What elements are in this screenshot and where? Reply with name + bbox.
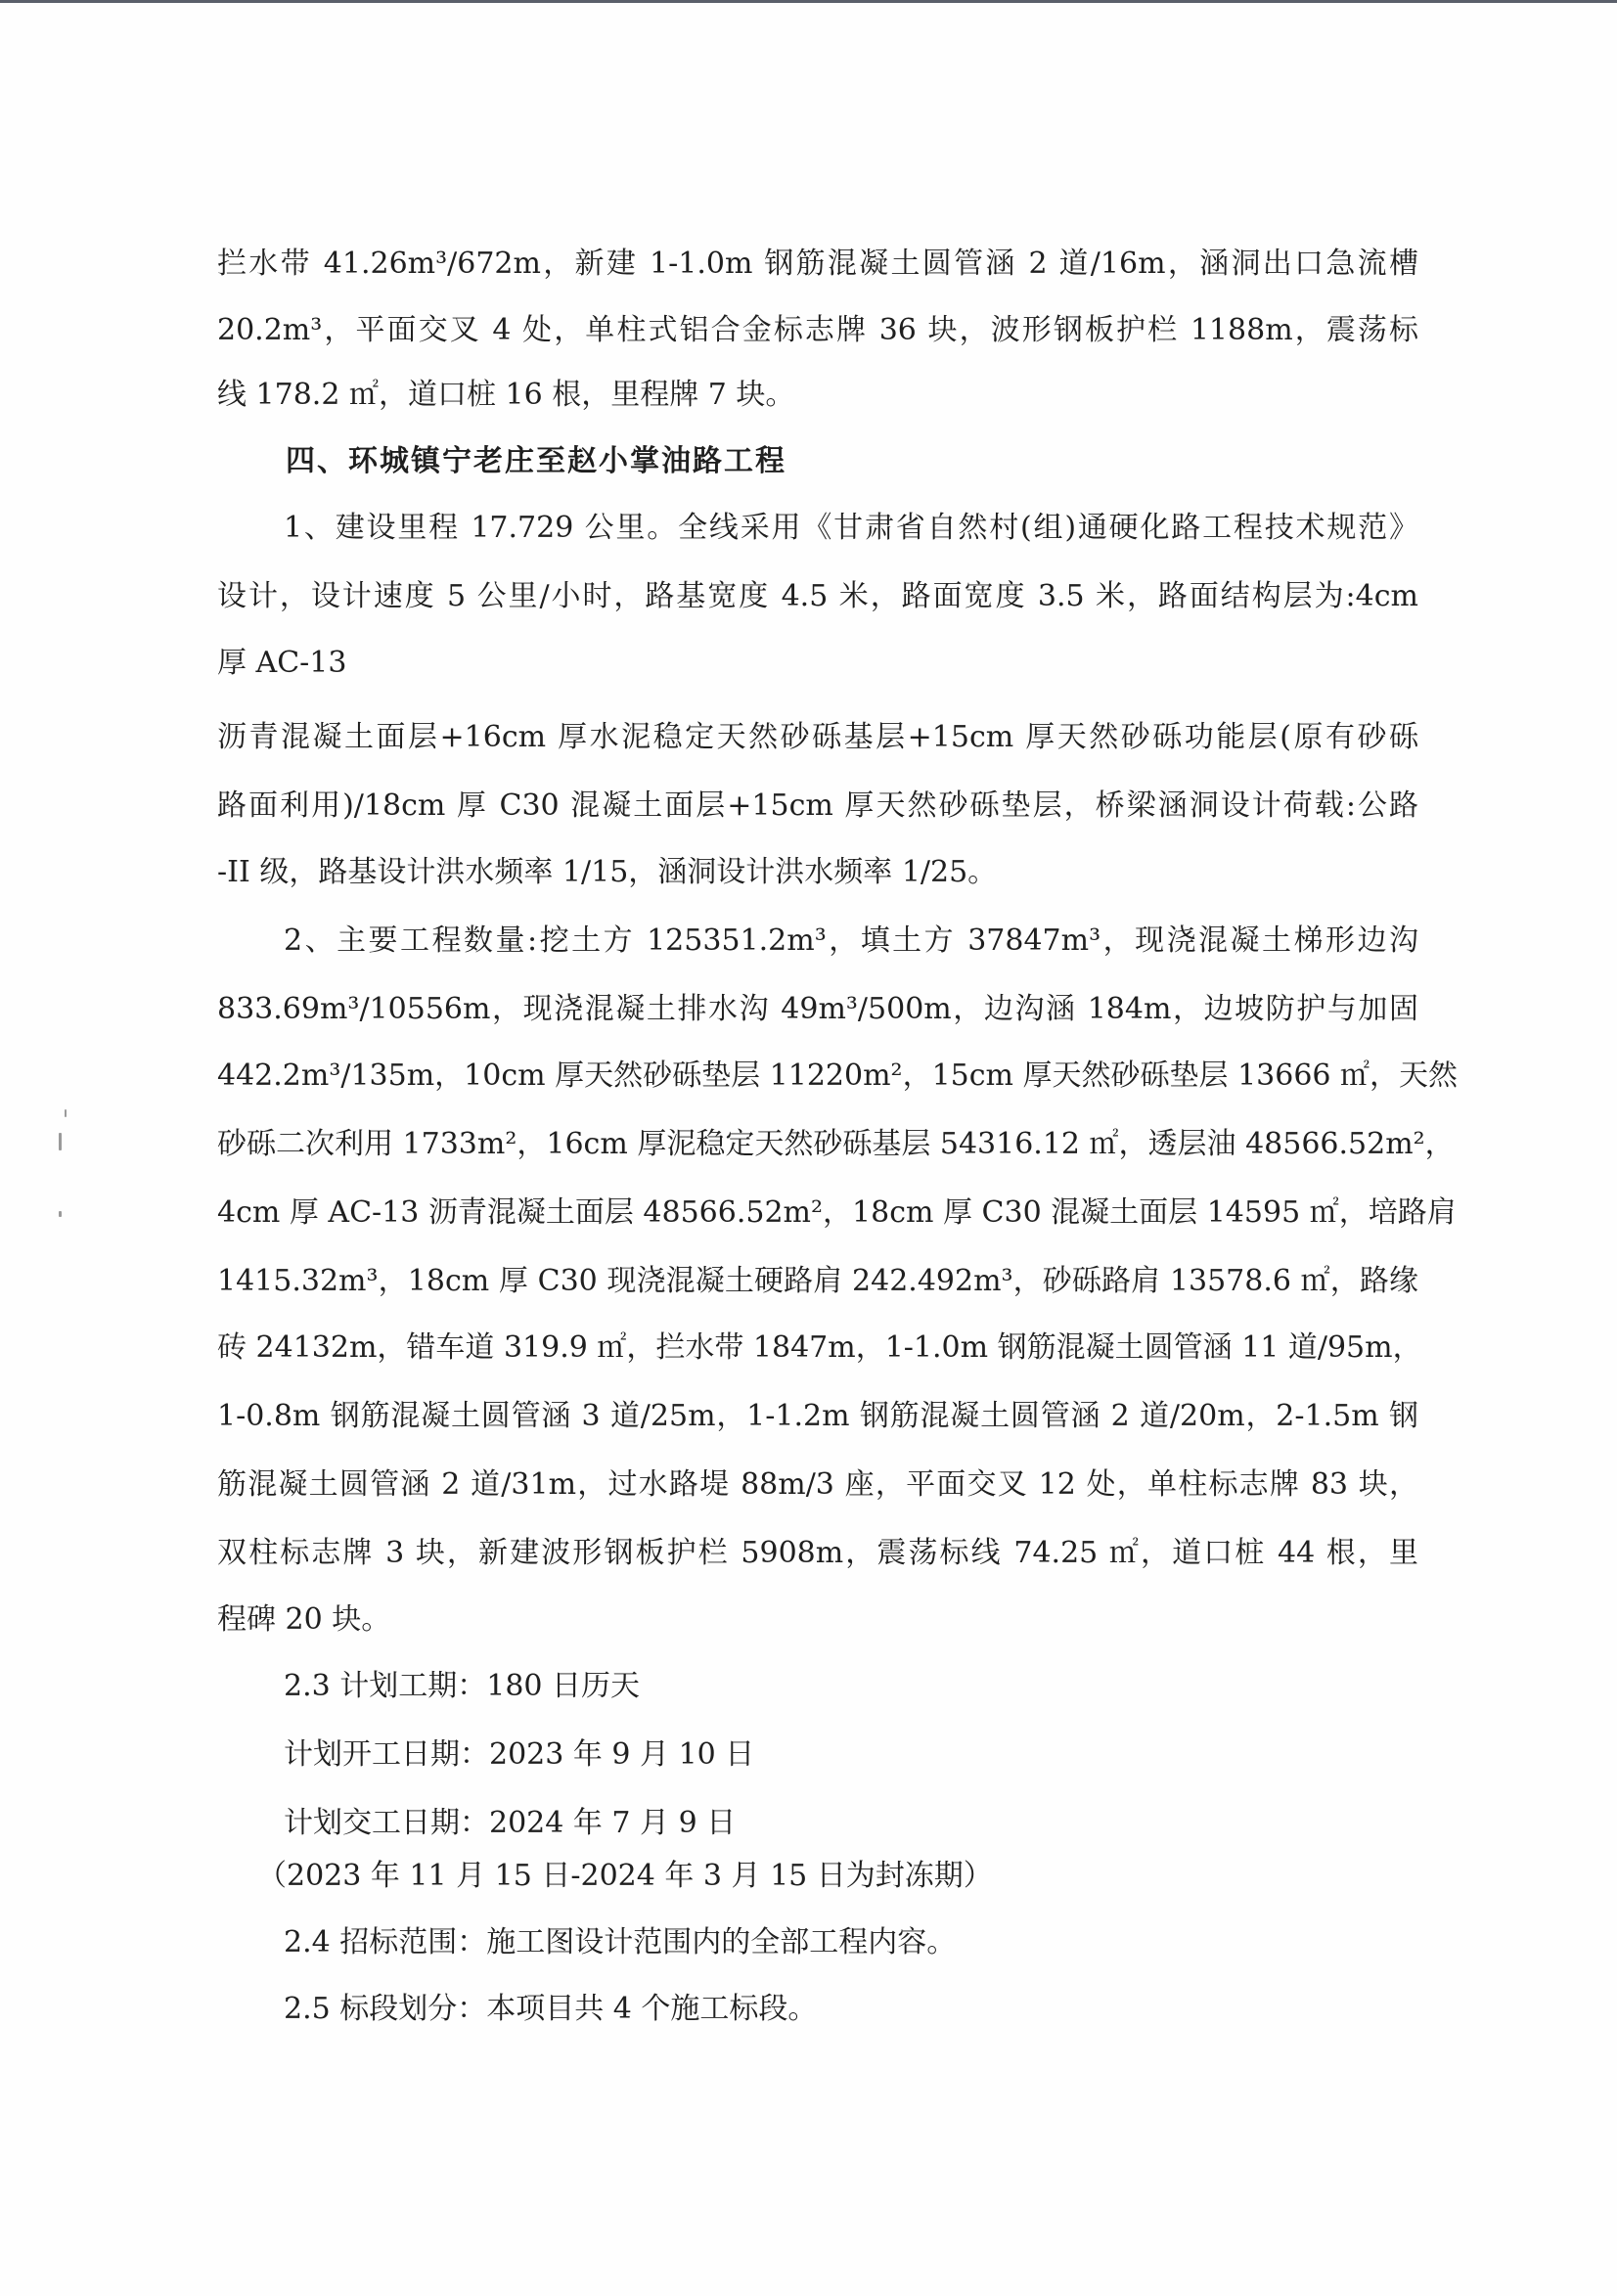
text-line: 2、主要工程数量:挖土方 125351.2m³，填土方 37847m³，现浇混凝土梯形边沟 [284, 923, 1418, 958]
text-line: 线 178.2 ㎡，道口桩 16 根，里程牌 7 块。 [217, 378, 795, 412]
scan-mark [65, 1109, 67, 1117]
text-line: 设计，设计速度 5 公里/小时，路基宽度 4.5 米，路面宽度 3.5 米，路面结构层为:4cm [217, 579, 1418, 613]
text-line: 路面利用)/18cm 厚 C30 混凝土面层+15cm 厚天然砂砾垫层，桥梁涵洞设计荷载:公路 [217, 788, 1418, 823]
text-line: 1、建设里程 17.729 公里。全线采用《甘肃省自然村(组)通硬化路工程技术规范》 [284, 511, 1418, 545]
text-line: 筋混凝土圆管涵 2 道/31m，过水路堤 88m/3 座，平面交叉 12 处，单柱标志牌 83 块， [217, 1467, 1418, 1502]
text-line: 双柱标志牌 3 块，新建波形钢板护栏 5908m，震荡标线 74.25 ㎡，道口桩 44 根，里 [217, 1536, 1418, 1570]
text-line: 拦水带 41.26m³/672m，新建 1-1.0m 钢筋混凝土圆管涵 2 道/16m，涵洞出口急流槽 [217, 247, 1418, 281]
schedule-freeze-note: （2023 年 11 月 15 日-2024 年 3 月 15 日为封冻期） [257, 1859, 993, 1893]
bid-lots: 2.5 标段划分：本项目共 4 个施工标段。 [284, 1992, 818, 2026]
schedule-end-date: 计划交工日期：2024 年 7 月 9 日 [284, 1806, 737, 1840]
section-heading: 四、环城镇宁老庄至赵小掌油路工程 [286, 444, 786, 478]
text-line: 1-0.8m 钢筋混凝土圆管涵 3 道/25m，1-1.2m 钢筋混凝土圆管涵 2 道/20m，2-1.5m 钢 [217, 1399, 1418, 1433]
text-line: -II 级，路基设计洪水频率 1/15，涵洞设计洪水频率 1/25。 [217, 855, 998, 889]
schedule-start-date: 计划开工日期：2023 年 9 月 10 日 [284, 1737, 755, 1772]
text-line: 沥青混凝土面层+16cm 厚水泥稳定天然砂砾基层+15cm 厚天然砂砾功能层(原有砂砾 [217, 720, 1418, 754]
text-line: 1415.32m³，18cm 厚 C30 现浇混凝土硬路肩 242.492m³，砂砾路肩 13578.6 ㎡，路缘 [217, 1264, 1418, 1298]
text-line: 砂砾二次利用 1733m²，16cm 厚泥稳定天然砂砾基层 54316.12 ㎡，透层油 48566.52m²， [217, 1127, 1455, 1161]
scan-mark [59, 1211, 62, 1217]
text-line: 砖 24132m，错车道 319.9 ㎡，拦水带 1847m，1-1.0m 钢筋混凝土圆管涵 11 道/95m， [217, 1330, 1422, 1365]
text-line: 20.2m³，平面交叉 4 处，单柱式铝合金标志牌 36 块，波形钢板护栏 1188m，震荡标 [217, 313, 1418, 347]
text-line: 442.2m³/135m，10cm 厚天然砂砾垫层 11220m²，15cm 厚天然砂砾垫层 13666 ㎡，天然 [217, 1058, 1459, 1093]
text-line: 4cm 厚 AC-13 沥青混凝土面层 48566.52m²，18cm 厚 C30 混凝土面层 14595 ㎡，培路肩 [217, 1195, 1457, 1230]
scan-mark [59, 1133, 62, 1150]
text-line: 833.69m³/10556m，现浇混凝土排水沟 49m³/500m，边沟涵 184m，边坡防护与加固 [217, 992, 1418, 1026]
schedule-duration: 2.3 计划工期：180 日历天 [284, 1669, 641, 1703]
bid-scope: 2.4 招标范围：施工图设计范围内的全部工程内容。 [284, 1925, 957, 1959]
scan-top-edge [0, 0, 1617, 3]
text-line: 程碑 20 块。 [217, 1602, 391, 1637]
text-line: 厚 AC-13 [217, 646, 347, 680]
